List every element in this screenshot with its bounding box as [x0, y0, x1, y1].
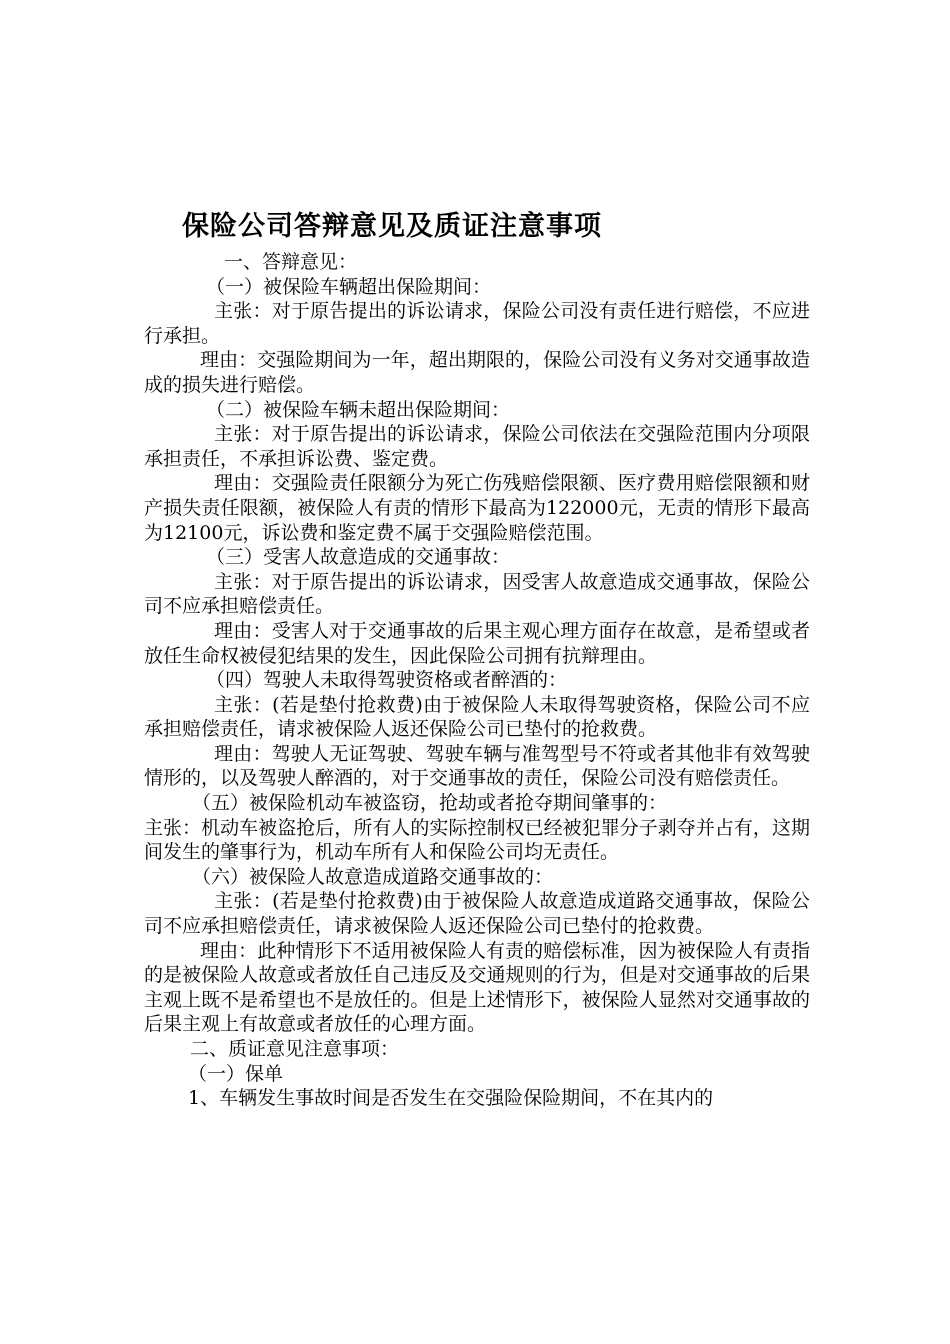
subsection-heading-policy: （一）保单 — [188, 1062, 284, 1085]
claim-paragraph-3: 主张：对于原告提出的诉讼请求，因受害人故意造成交通事故，保险公司不应承担赔偿责任。 — [144, 570, 810, 618]
section-heading-evidence: 二、质证意见注意事项： — [190, 1038, 400, 1060]
claim-paragraph-6: 主张：(若是垫付抢救费)由于被保险人故意造成道路交通事故，保险公司不应承担赔偿责任，请求被保险人返还保险公司已垫付的抢救费。 — [144, 890, 810, 938]
document-body — [144, 250, 810, 1111]
reason-paragraph-1: 理由：交强险期间为一年，超出期限的，保险公司没有义务对交通事故造成的损失进行赔偿。 — [144, 349, 810, 396]
subsection-heading-3: （三）受害人故意造成的交通事故： — [206, 546, 511, 569]
evidence-item-1: 1、车辆发生事故时间是否发生在交强险保险期间，不在其内的 — [188, 1087, 714, 1110]
subsection-heading-5: （五）被保险机动车被盗窃，抢劫或者抢夺期间肇事的： — [192, 792, 668, 815]
subsection-heading-4: （四）驾驶人未取得驾驶资格或者醉酒的： — [206, 669, 568, 692]
subsection-heading-6: （六）被保险人故意造成道路交通事故的： — [192, 865, 554, 888]
section-heading-defense: 一、答辩意见： — [224, 251, 358, 273]
reason-paragraph-4: 理由：驾驶人无证驾驶、驾驶车辆与准驾型号不符或者其他非有效驾驶情形的，以及驾驶人醉酒的，对于交通事故的责任，保险公司没有赔偿责任。 — [144, 742, 810, 790]
claim-paragraph-2: 主张：对于原告提出的诉讼请求，保险公司依法在交强险范围内分项限承担责任，不承担诉讼费、鉴定费。 — [144, 423, 810, 470]
subsection-heading-1: （一）被保险车辆超出保险期间： — [206, 275, 492, 298]
claim-paragraph-1: 主张：对于原告提出的诉讼请求，保险公司没有责任进行赔偿，不应进行承担。 — [144, 300, 810, 347]
document-title: 保险公司答辩意见及质证注意事项 — [182, 211, 602, 242]
reason-paragraph-2: 理由：交强险责任限额分为死亡伤残赔偿限额、医疗费用赔偿限额和财产损失责任限额，被保险人有责的情形下最高为122000元，无责的情形下最高为12100元，诉讼费和鉴定费不属于交强险赔偿范围。 — [144, 472, 810, 544]
subsection-heading-2: （二）被保险车辆未超出保险期间： — [206, 398, 511, 421]
claim-paragraph-5: 主张：机动车被盗抢后，所有人的实际控制权已经被犯罪分子剥夺并占有，这期间发生的肇事行为，机动车所有人和保险公司均无责任。 — [144, 816, 810, 864]
reason-paragraph-6: 理由：此种情形下不适用被保险人有责的赔偿标准，因为被保险人有责指的是被保险人故意或者放任自己违反及交通规则的行为，但是对交通事故的后果主观上既不是希望也不是放任的。但是上述情形下，被保险人显然对交通事故的后果主观上有故意或者放任的心理方面。 — [144, 939, 810, 1036]
reason-paragraph-3: 理由：受害人对于交通事故的后果主观心理方面存在故意，是希望或者放任生命权被侵犯结果的发生，因此保险公司拥有抗辩理由。 — [144, 619, 810, 667]
claim-paragraph-4: 主张：(若是垫付抢救费)由于被保险人未取得驾驶资格，保险公司不应承担赔偿责任，请求被保险人返还保险公司已垫付的抢救费。 — [144, 693, 810, 741]
